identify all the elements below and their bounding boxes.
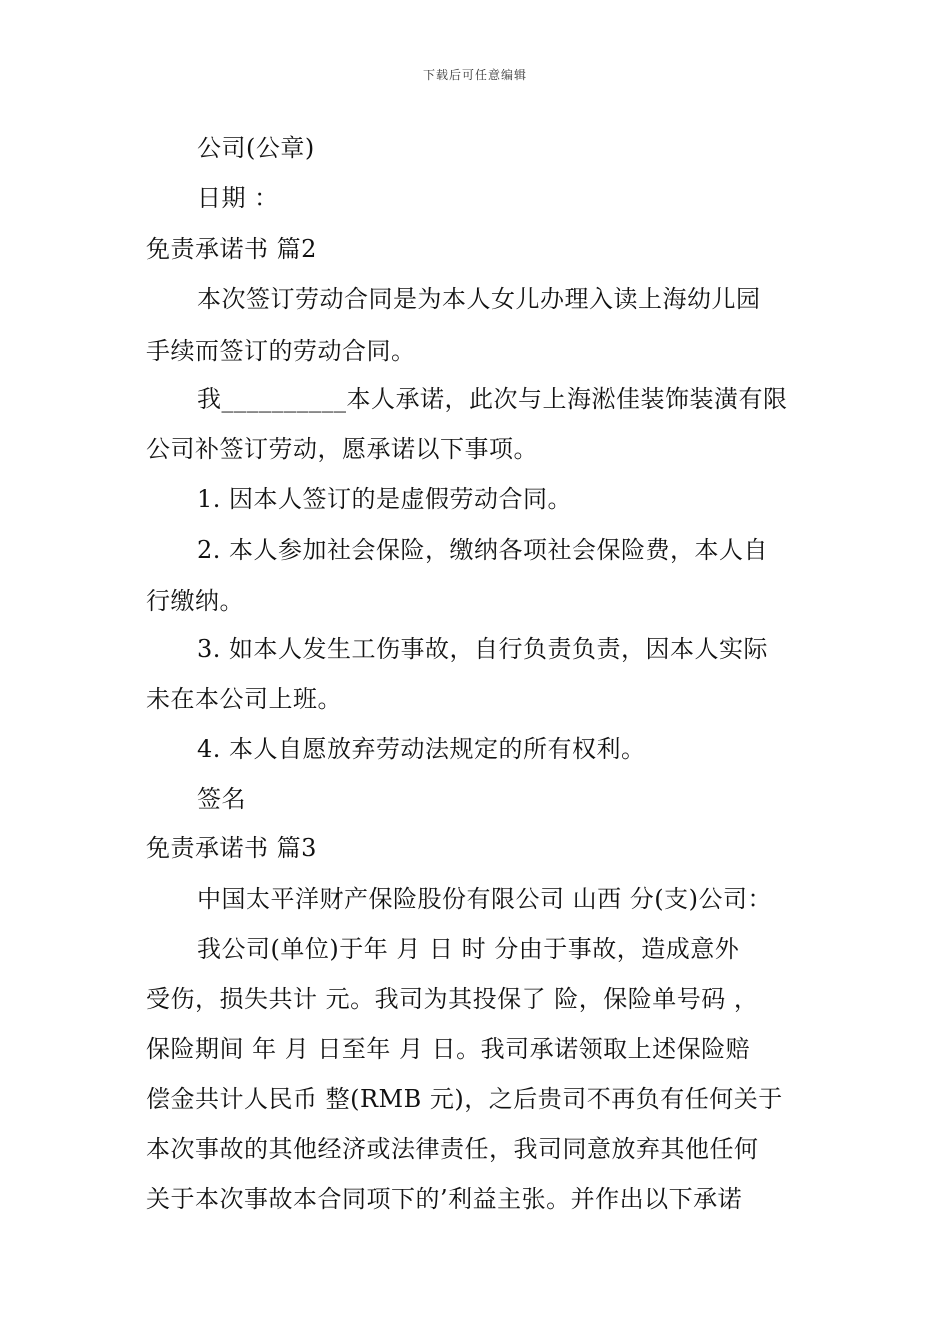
paragraph-line: 本次签订劳动合同是为本人女儿办理入读上海幼儿园 — [197, 285, 761, 313]
paragraph-line: 我__________本人承诺，此次与上海淞佳装饰装潢有限 — [197, 385, 788, 413]
addressee-line: 中国太平洋财产保险股份有限公司 山西 分(支)公司： — [197, 885, 772, 913]
list-item-1: 1. 因本人签订的是虚假劳动合同。 — [197, 485, 573, 513]
paragraph-line: 关于本次事故本合同项下的’利益主张。并作出以下承诺 — [146, 1185, 743, 1213]
section-title-3: 免责承诺书 篇3 — [146, 834, 317, 862]
paragraph-line: 受伤，损失共计 元。我司为其投保了 险，保险单号码 ， — [146, 985, 759, 1013]
list-item-3-continued: 未在本公司上班。 — [146, 685, 342, 713]
paragraph-line: 手续而签订的劳动合同。 — [146, 337, 416, 365]
paragraph-line: 我公司(单位)于年 月 日 时 分由于事故，造成意外 — [197, 935, 740, 963]
paragraph-line: 偿金共计人民币 整(RMB 元)，之后贵司不再负有任何关于 — [146, 1085, 783, 1113]
paragraph-line: 本次事故的其他经济或法律责任，我司同意放弃其他任何 — [146, 1135, 759, 1163]
download-note-header: 下载后可任意编辑 — [422, 68, 527, 82]
date-line: 日期 ： — [197, 184, 279, 212]
section-title-2: 免责承诺书 篇2 — [146, 235, 317, 263]
paragraph-line: 保险期间 年 月 日至年 月 日。我司承诺领取上述保险赔 — [146, 1035, 751, 1063]
paragraph-line: 公司补签订劳动，愿承诺以下事项。 — [146, 435, 538, 463]
list-item-2: 2. 本人参加社会保险，缴纳各项社会保险费，本人自 — [197, 536, 769, 564]
signature-line: 签名 — [197, 785, 246, 813]
list-item-2-continued: 行缴纳。 — [146, 587, 244, 615]
company-seal-line: 公司(公章) — [197, 134, 315, 162]
list-item-4: 4. 本人自愿放弃劳动法规定的所有权利。 — [197, 735, 646, 763]
list-item-3: 3. 如本人发生工伤事故，自行负责负责，因本人实际 — [197, 635, 769, 663]
